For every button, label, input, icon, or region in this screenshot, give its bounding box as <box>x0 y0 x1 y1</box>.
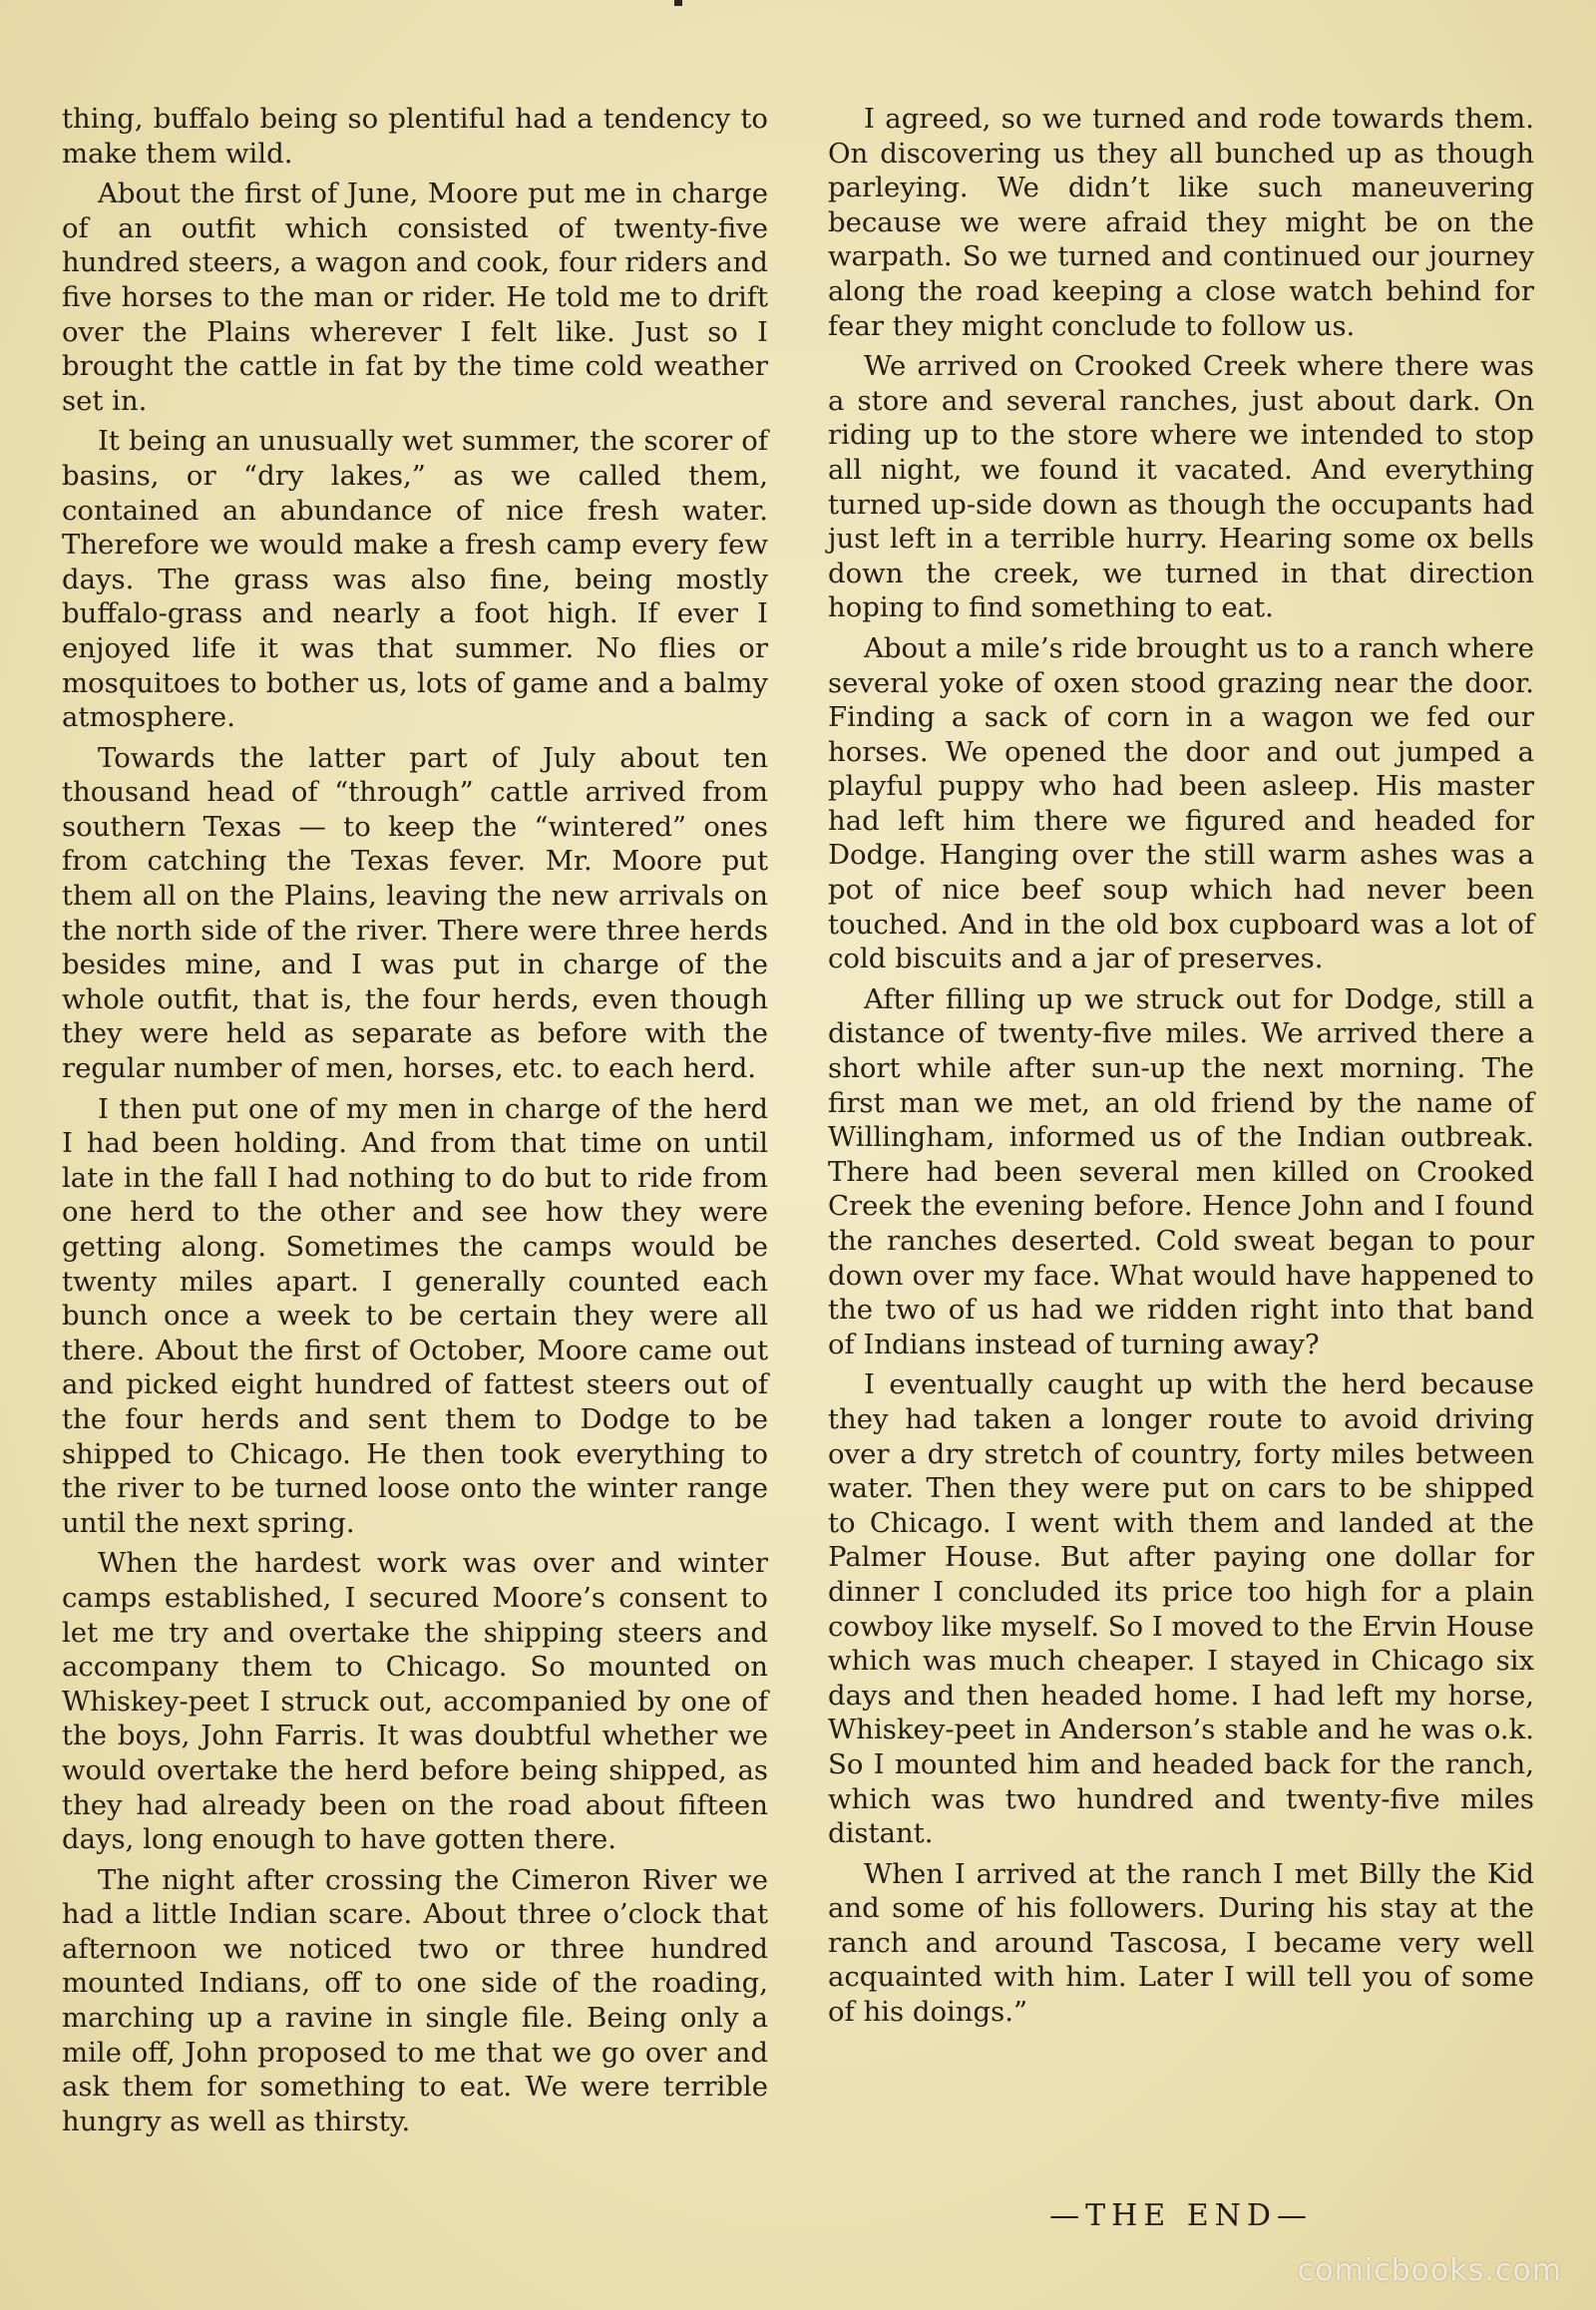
watermark-text: comicbooks.com <box>1297 2253 1562 2288</box>
right-column <box>828 102 1534 2036</box>
left-paragraph-7: The night after crossing the Cimeron River we had a little Indian scare. About three o’clock that afternoon we noticed two or three hundred mounted Indians, off to one side of the roading, marching up a ravine in single file. Being only a mile off, John proposed to me that we go over and ask them for something to eat. We were terrible hungry as well as thirsty. <box>62 1863 768 2137</box>
right-paragraph-3: About a mile’s ride brought us to a ranch where several yoke of oxen stood grazing near the door. Finding a sack of corn in a wagon we fed our horses. We opened the door and out jumped a playful puppy who had been asleep. His master had left him there we figured and headed for Dodge. Hanging over the still warm ashes was a pot of nice beef soup which had never been touched. And in the old box cupboard was a lot of cold biscuits and a jar of preserves. <box>828 631 1534 975</box>
right-paragraph-6: When I arrived at the ranch I met Billy the Kid and some of his followers. During his stay at the ranch and around Tascosa, I became very well acquainted with him. Later I will tell you of some of his doings.” <box>828 1857 1534 2029</box>
left-paragraph-1: thing, buffalo being so plentiful had a tendency to make them wild. <box>62 103 768 170</box>
left-paragraph-4: Towards the latter part of July about ten thousand head of “through” cattle arrived from southern Texas — to keep the “wintered” ones from catching the Texas fever. Mr. Moore put them all on the Plains, leaving the new arrivals on the north side of the river. There were three herds besides mine, and I was put in charge of the whole outfit, that is, the four herds, even though they were held as separate as before with the regular number of men, horses, etc. to each herd. <box>62 741 768 1085</box>
right-paragraph-1: I agreed, so we turned and rode towards them. On discovering us they all bunched up as though parleying. We didn’t like such maneuvering because we were afraid they might be on the warpath. So we turned and continued our journey along the road keeping a close watch behind for fear they might conclude to follow us. <box>828 103 1534 342</box>
right-paragraph-4: After filling up we struck out for Dodge, still a distance of twenty-five miles. We arrived there a short while after sun-up the next morning. The first man we met, an old friend by the name of Willingham, informed us of the Indian outbreak. There had been several men killed on Crooked Creek the evening before. Hence John and I found the ranches deserted. Cold sweat began to pour down over my face. What would have happened to the two of us had we ridden right into that band of Indians instead of turning away? <box>828 982 1534 1360</box>
the-end-label: —THE END— <box>1049 2198 1313 2233</box>
right-paragraph-2: We arrived on Crooked Creek where there was a store and several ranches, just about dark. On riding up to the store where we intended to stop all night, we found it vacated. And everything turned up-side down as though the occupants had just left in a terrible hurry. Hearing some ox bells down the creek, we turned in that direction hoping to find something to eat. <box>828 350 1534 624</box>
page-top-mark <box>674 0 682 6</box>
right-paragraph-5: I eventually caught up with the herd because they had taken a longer route to avoid driving over a dry stretch of country, forty miles between water. Then they were put on cars to be shipped to Chicago. I went with them and landed at the Palmer House. But after paying one dollar for dinner I concluded its price too high for a plain cowboy like myself. So I moved to the Ervin House which was much cheaper. I stayed in Chicago six days and then headed home. I had left my horse, Whiskey-peet in Anderson’s stable and he was o.k. So I mounted him and headed back for the ranch, which was two hundred and twenty-five miles distant. <box>828 1368 1534 1850</box>
left-column <box>62 102 768 2144</box>
left-paragraph-5: I then put one of my men in charge of the herd I had been holding. And from that time on until late in the fall I had nothing to do but to ride from one herd to the other and see how they were getting along. Sometimes the camps would be twenty miles apart. I generally counted each bunch once a week to be certain they were all there. About the first of October, Moore came out and picked eight hundred of fattest steers out of the four herds and sent them to Dodge to be shipped to Chicago. He then took everything to the river to be turned loose onto the winter range until the next spring. <box>62 1092 768 1539</box>
left-paragraph-2: About the first of June, Moore put me in charge of an outfit which consisted of twenty-five hundred steers, a wagon and cook, four riders and five horses to the man or rider. He told me to drift over the Plains wherever I felt like. Just so I brought the cattle in fat by the time cold weather set in. <box>62 178 768 417</box>
left-paragraph-6: When the hardest work was over and winter camps established, I secured Moore’s consent to let me try and overtake the shipping steers and accompany them to Chicago. So mounted on Whiskey-peet I struck out, accompanied by one of the boys, John Farris. It was doubtful whether we would overtake the herd before being shipped, as they had already been on the road about fifteen days, long enough to have gotten there. <box>62 1547 768 1856</box>
left-paragraph-3: It being an unusually wet summer, the scorer of basins, or “dry lakes,” as we called them, contained an abundance of nice fresh water. Therefore we would make a fresh camp every few days. The grass was also fine, being mostly buffalo-grass and nearly a foot high. If ever I enjoyed life it was that summer. No flies or mosquitoes to bother us, lots of game and a balmy atmosphere. <box>62 425 768 734</box>
